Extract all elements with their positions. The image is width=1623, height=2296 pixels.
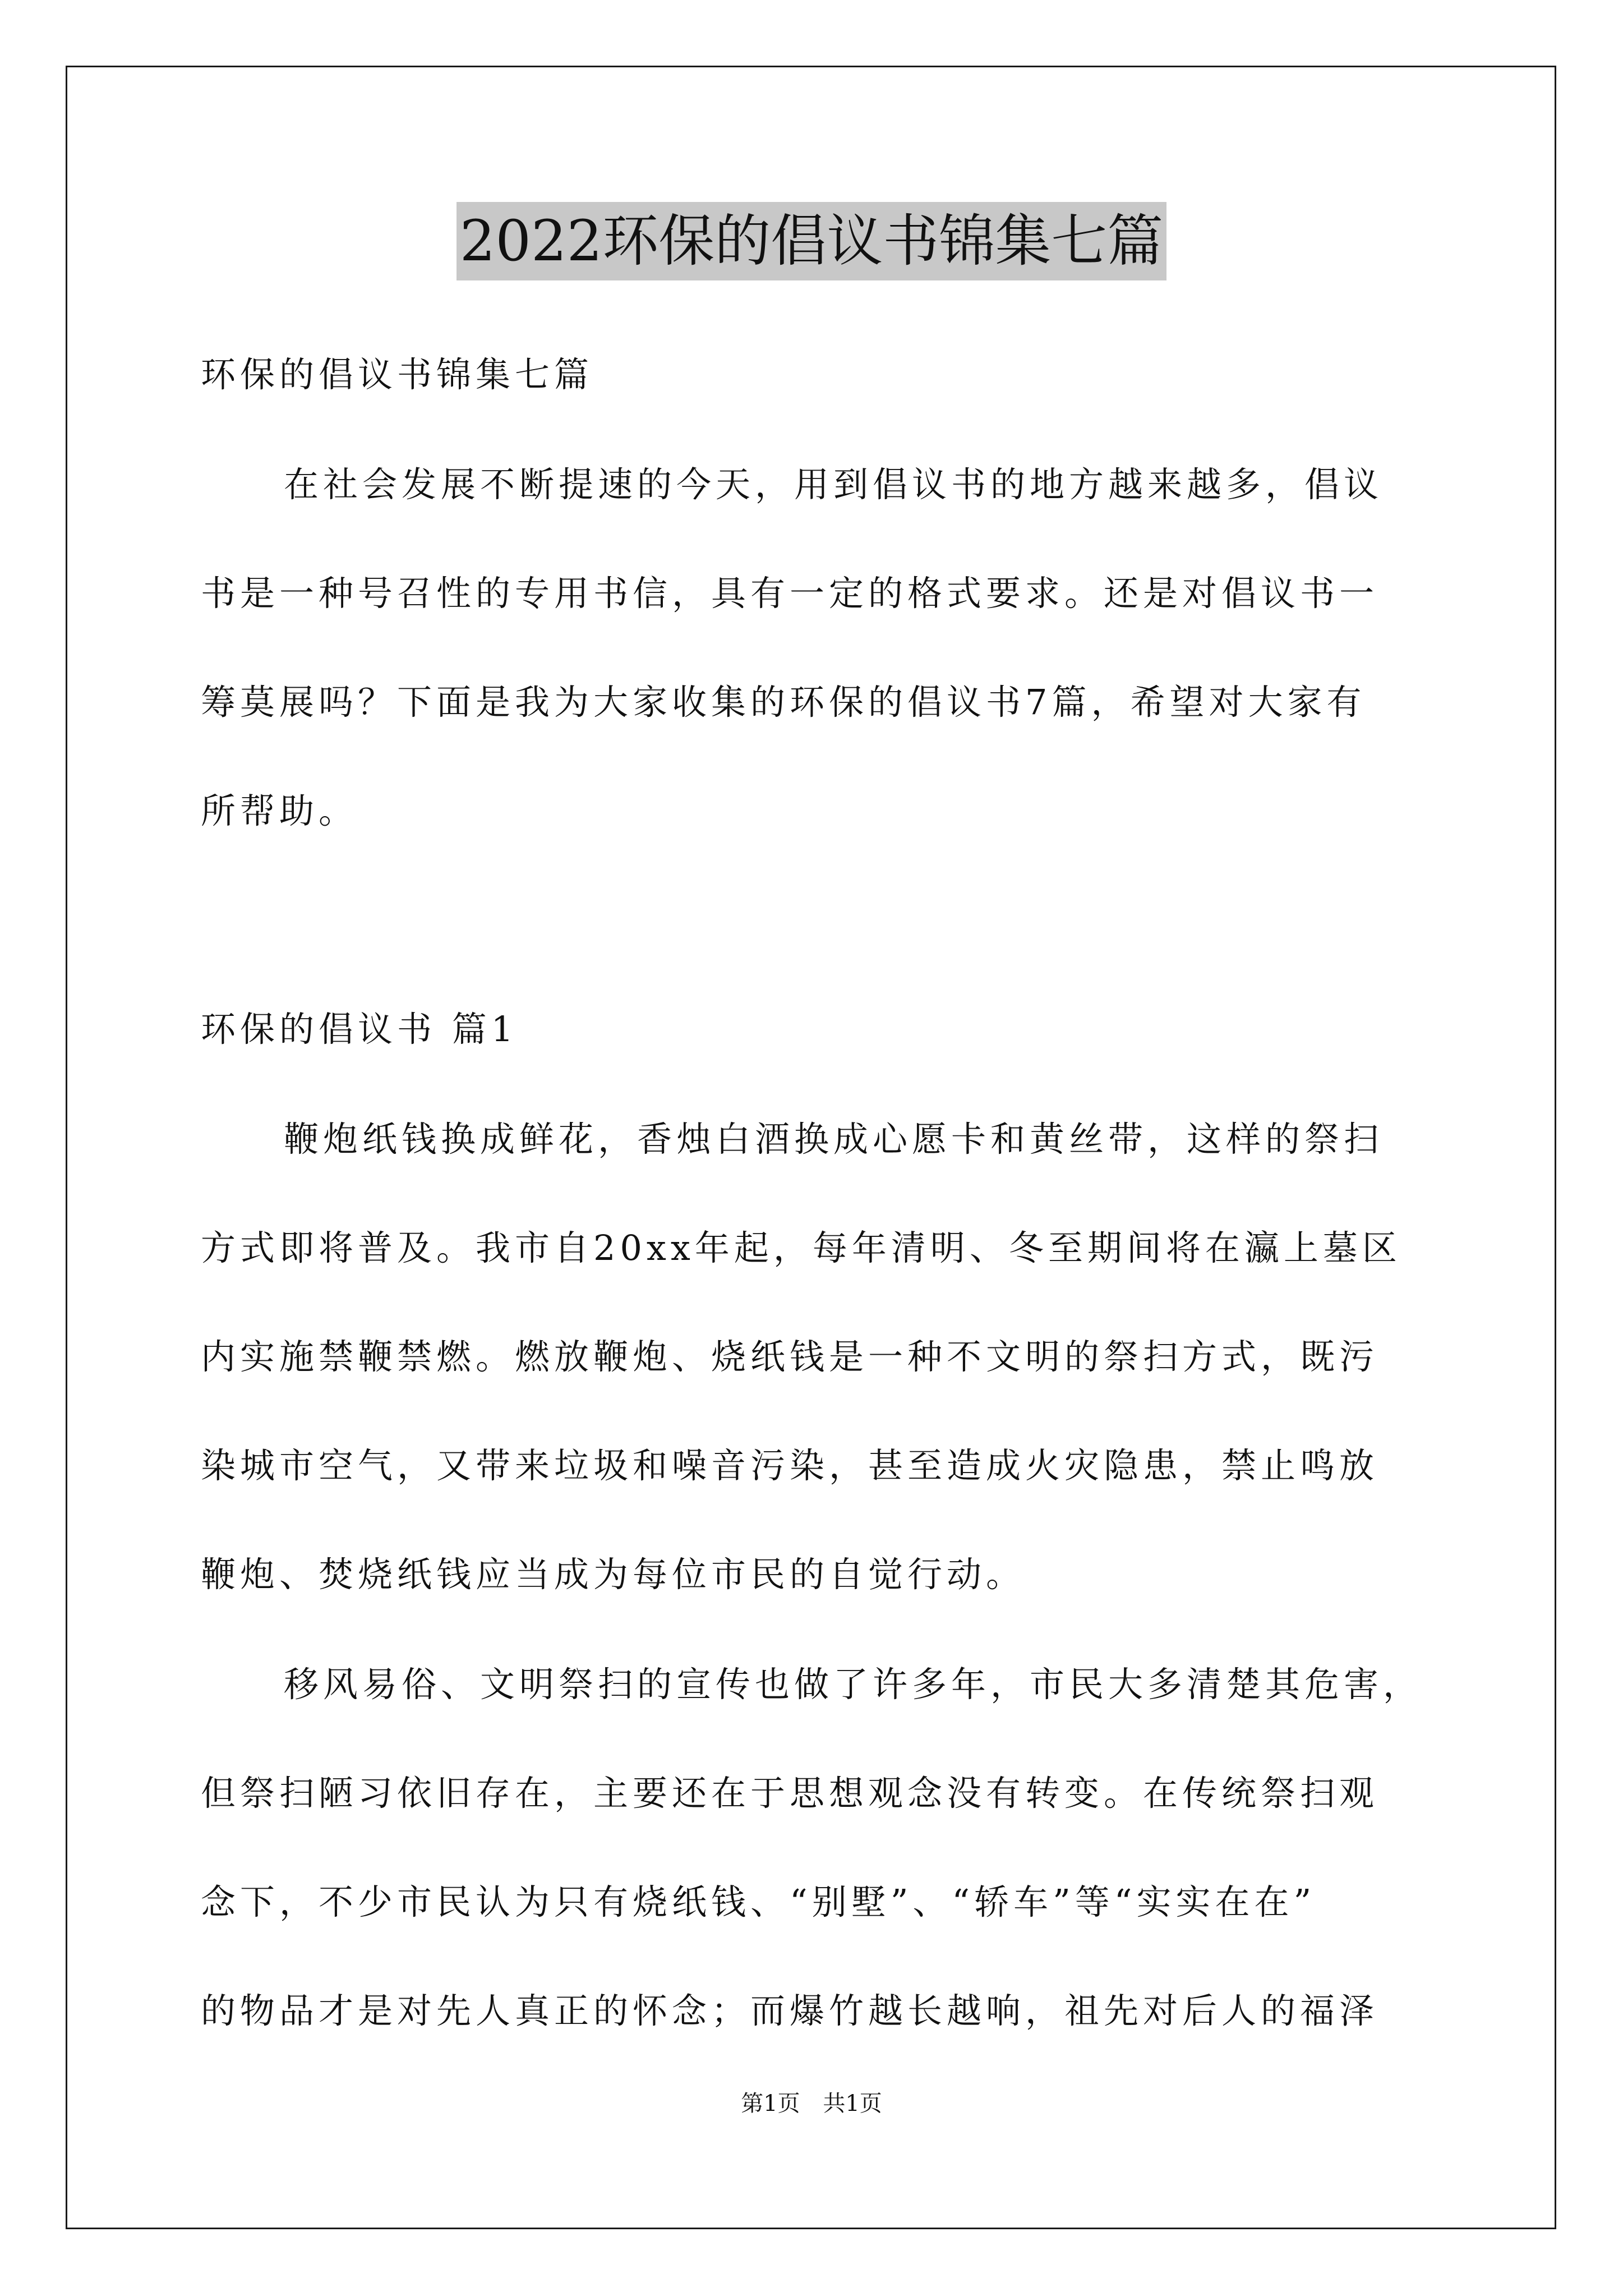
- document-title: 2022环保的倡议书锦集七篇: [457, 202, 1167, 280]
- paragraph-line: 方式即将普及。我市自20xx年起，每年清明、冬至期间将在瀛上墓区: [201, 1227, 1401, 1268]
- paragraph-line: 念下，不少市民认为只有烧纸钱、“别墅”、“轿车”等“实实在在”: [201, 1881, 1316, 1922]
- paragraph-line: 移风易俗、文明祭扫的宣传也做了许多年，市民大多清楚其危害，: [284, 1664, 1423, 1705]
- page-total: 共1页: [823, 2091, 882, 2116]
- page-number: 第1页: [741, 2091, 800, 2116]
- paragraph-line: 内实施禁鞭禁燃。燃放鞭炮、烧纸钱是一种不文明的祭扫方式，既污: [201, 1336, 1379, 1377]
- paragraph-line: 但祭扫陋习依旧存在，主要还在于思想观念没有转变。在传统祭扫观: [201, 1773, 1379, 1814]
- intro-line: 筹莫展吗？下面是我为大家收集的环保的倡议书7篇，希望对大家有: [201, 682, 1366, 723]
- page-footer: [0, 2090, 1623, 2118]
- paragraph-line: 鞭炮、焚烧纸钱应当成为每位市民的自觉行动。: [201, 1554, 1026, 1595]
- document-subtitle: 环保的倡议书锦集七篇: [201, 354, 594, 395]
- intro-line: 所帮助。: [201, 790, 358, 831]
- paragraph-line: 的物品才是对先人真正的怀念；而爆竹越长越响，祖先对后人的福泽: [201, 1990, 1379, 2031]
- intro-line: 书是一种号召性的专用书信，具有一定的格式要求。还是对倡议书一: [201, 573, 1379, 614]
- intro-line: 在社会发展不断提速的今天，用到倡议书的地方越来越多，倡议: [284, 464, 1384, 505]
- section-heading: 环保的倡议书 篇1: [201, 1009, 518, 1050]
- title-container: [0, 202, 1623, 280]
- paragraph-line: 鞭炮纸钱换成鲜花，香烛白酒换成心愿卡和黄丝带，这样的祭扫: [284, 1119, 1384, 1159]
- paragraph-line: 染城市空气，又带来垃圾和噪音污染，甚至造成火灾隐患，禁止鸣放: [201, 1445, 1379, 1486]
